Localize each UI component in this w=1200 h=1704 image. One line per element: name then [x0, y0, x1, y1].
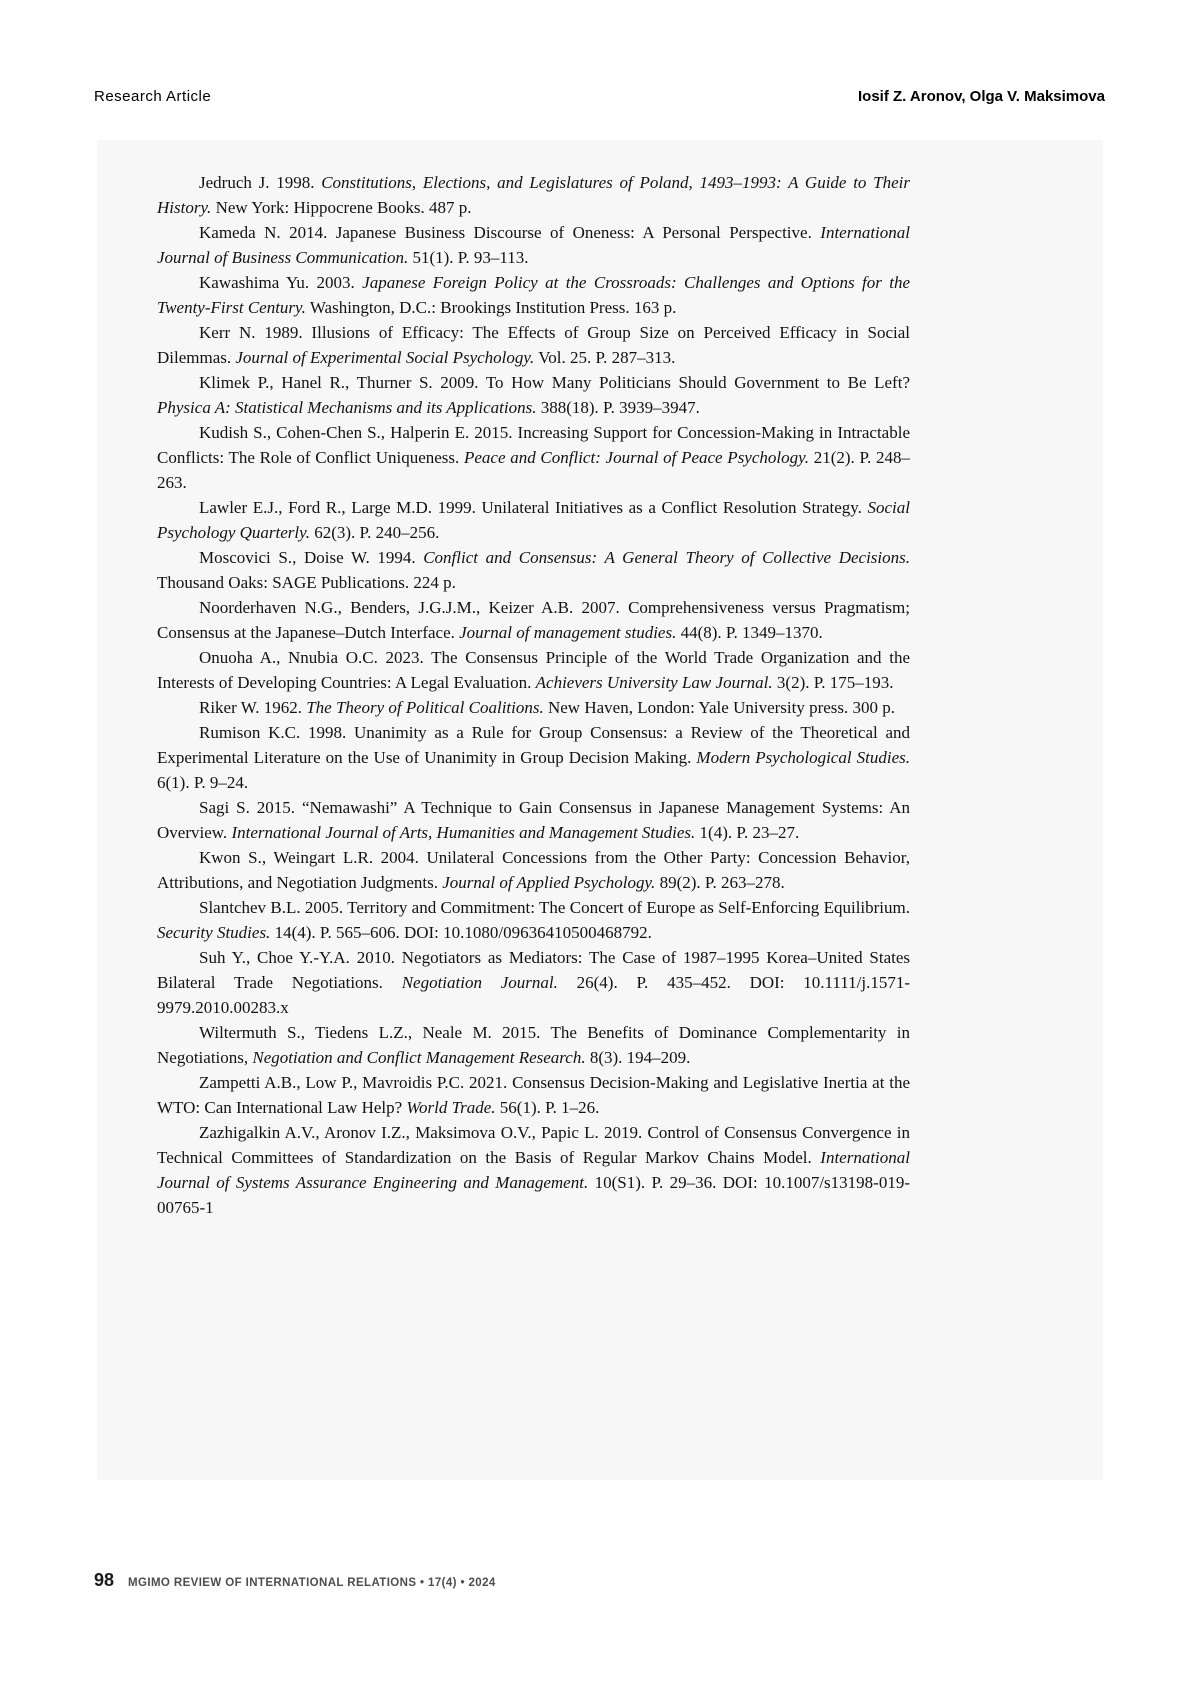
reference-item: [157, 1020, 910, 1070]
reference-text-run: Japanese Foreign Policy at the Crossroads: Challenges and Options for the Twenty-First Century.: [157, 273, 910, 317]
reference-text-run: Social Psychology Quarterly.: [157, 498, 910, 542]
reference-text-run: 8(3). 194–209.: [585, 1048, 691, 1067]
reference-text-run: Wiltermuth S., Tiedens L.Z., Neale M. 2015. The Benefits of Dominance Complementarity in Negotiations,: [157, 1023, 910, 1067]
reference-item: [157, 370, 910, 420]
reference-text-run: 6(1). P. 9–24.: [157, 773, 249, 792]
reference-text-run: 14(4). P. 565–606. DOI: 10.1080/09636410500468792.: [270, 923, 652, 942]
reference-item: [157, 320, 910, 370]
reference-text-run: Kawashima Yu. 2003.: [199, 273, 363, 292]
references-panel: [97, 140, 1103, 1480]
reference-text-run: Zazhigalkin A.V., Aronov I.Z., Maksimova O.V., Papic L. 2019. Control of Consensus Convergence in Technical Committees of Standardization on the Basis of Regular Markov Chains Model.: [157, 1123, 910, 1167]
reference-text-run: Sagi S. 2015. “Nemawashi” A Technique to Gain Consensus in Japanese Management Systems: An Overview.: [157, 798, 910, 842]
reference-text-run: Vol. 25. P. 287–313.: [534, 348, 676, 367]
reference-item: [157, 1120, 910, 1220]
reference-text-run: 388(18). P. 3939–3947.: [536, 398, 700, 417]
reference-text-run: Suh Y., Choe Y.-Y.A. 2010. Negotiators as Mediators: The Case of 1987–1995 Korea–United States Bilateral Trade Negotiations.: [157, 948, 910, 992]
reference-text-run: The Theory of Political Coalitions.: [306, 698, 544, 717]
journal-footer-line: MGIMO REVIEW OF INTERNATIONAL RELATIONS • 17(4) • 2024: [128, 1577, 496, 1589]
reference-text-run: Security Studies.: [157, 923, 271, 942]
reference-item: [157, 220, 910, 270]
reference-text-run: 1(4). P. 23–27.: [695, 823, 800, 842]
reference-text-run: New York: Hippocrene Books. 487 p.: [211, 198, 472, 217]
reference-text-run: Moscovici S., Doise W. 1994.: [199, 548, 424, 567]
reference-text-run: International Journal of Arts, Humanities and Management Studies.: [231, 823, 696, 842]
reference-text-run: International Journal of Business Communication.: [157, 223, 910, 267]
reference-text-run: Washington, D.C.: Brookings Institution Press. 163 p.: [305, 298, 677, 317]
reference-text-run: Kudish S., Cohen-Chen S., Halperin E. 2015. Increasing Support for Concession-Making in Intractable Conflicts: The Role of Conflict Uniqueness.: [157, 423, 910, 467]
reference-text-run: 3(2). P. 175–193.: [772, 673, 894, 692]
references-list: [157, 170, 910, 1220]
reference-text-run: 21(2). P. 248–263.: [157, 448, 910, 492]
reference-text-run: Journal of management studies.: [459, 623, 677, 642]
reference-item: [157, 845, 910, 895]
reference-item: [157, 545, 910, 595]
reference-text-run: International Journal of Systems Assurance Engineering and Management.: [157, 1148, 910, 1192]
reference-text-run: 89(2). P. 263–278.: [655, 873, 785, 892]
article-type-label: Research Article: [94, 88, 212, 105]
reference-text-run: Kwon S., Weingart L.R. 2004. Unilateral Concessions from the Other Party: Concession Behavior, Attributions, and Negotiation Judgments.: [157, 848, 910, 892]
reference-text-run: Negotiation Journal.: [401, 973, 558, 992]
reference-text-run: Klimek P., Hanel R., Thurner S. 2009. To How Many Politicians Should Government to Be Left?: [199, 373, 910, 392]
reference-item: [157, 945, 910, 1020]
reference-text-run: 56(1). P. 1–26.: [495, 1098, 600, 1117]
reference-item: [157, 720, 910, 795]
reference-text-run: 10(S1). P. 29–36. DOI: 10.1007/s13198-019-00765-1: [157, 1173, 910, 1217]
reference-text-run: Negotiation and Conflict Management Research.: [252, 1048, 586, 1067]
reference-item: [157, 645, 910, 695]
reference-item: [157, 420, 910, 495]
reference-text-run: Physica A: Statistical Mechanisms and its Applications.: [157, 398, 537, 417]
reference-text-run: Journal of Applied Psychology.: [442, 873, 656, 892]
reference-text-run: Kameda N. 2014. Japanese Business Discourse of Oneness: A Personal Perspective.: [199, 223, 821, 242]
authors-label: Iosif Z. Aronov, Olga V. Maksimova: [857, 88, 1105, 105]
reference-text-run: Noorderhaven N.G., Benders, J.G.J.M., Keizer A.B. 2007. Comprehensiveness versus Pragmatism; Consensus at the Japanese–Dutch Interface.: [157, 598, 910, 642]
reference-text-run: World Trade.: [406, 1098, 496, 1117]
reference-text-run: New Haven, London: Yale University press. 300 p.: [543, 698, 896, 717]
reference-text-run: Thousand Oaks: SAGE Publications. 224 p.: [157, 573, 456, 592]
reference-text-run: Achievers University Law Journal.: [535, 673, 773, 692]
reference-item: [157, 270, 910, 320]
reference-item: [157, 170, 910, 220]
reference-text-run: 26(4). P. 435–452. DOI: 10.1111/j.1571-9979.2010.00283.x: [157, 973, 910, 1017]
reference-text-run: Jedruch J. 1998.: [199, 173, 322, 192]
reference-item: [157, 795, 910, 845]
reference-item: [157, 495, 910, 545]
reference-text-run: Conflict and Consensus: A General Theory of Collective Decisions.: [423, 548, 910, 567]
page-number: 98: [94, 1570, 115, 1590]
reference-item: [157, 595, 910, 645]
reference-item: [157, 695, 910, 720]
reference-text-run: Onuoha A., Nnubia O.C. 2023. The Consensus Principle of the World Trade Organization and the Interests of Developing Countries: A Legal Evaluation.: [157, 648, 910, 692]
reference-text-run: Lawler E.J., Ford R., Large M.D. 1999. Unilateral Initiatives as a Conflict Resolution Strategy.: [199, 498, 868, 517]
reference-text-run: Rumison K.C. 1998. Unanimity as a Rule for Group Consensus: a Review of the Theoretical and Experimental Literature on the Use of Unanimity in Group Decision Making.: [157, 723, 910, 767]
reference-text-run: Zampetti A.B., Low P., Mavroidis P.C. 2021. Consensus Decision-Making and Legislative Inertia at the WTO: Can International Law Help?: [157, 1073, 910, 1117]
reference-text-run: Constitutions, Elections, and Legislatures of Poland, 1493–1993: A Guide to Their History.: [157, 173, 911, 217]
reference-text-run: Riker W. 1962.: [199, 698, 307, 717]
reference-text-run: Kerr N. 1989. Illusions of Efficacy: The Effects of Group Size on Perceived Efficacy in Social Dilemmas.: [157, 323, 910, 367]
reference-text-run: Peace and Conflict: Journal of Peace Psychology.: [463, 448, 809, 467]
reference-text-run: Journal of Experimental Social Psychology.: [235, 348, 535, 367]
reference-text-run: 51(1). P. 93–113.: [408, 248, 529, 267]
reference-text-run: Modern Psychological Studies.: [696, 748, 910, 767]
reference-text-run: 44(8). P. 1349–1370.: [676, 623, 823, 642]
reference-item: [157, 1070, 910, 1120]
page-footer: [94, 1570, 496, 1591]
reference-text-run: Slantchev B.L. 2005. Territory and Commitment: The Concert of Europe as Self-Enforcing Equilibrium.: [199, 898, 910, 917]
reference-text-run: 62(3). P. 240–256.: [309, 523, 440, 542]
reference-item: [157, 895, 910, 945]
running-head: [94, 88, 1105, 105]
